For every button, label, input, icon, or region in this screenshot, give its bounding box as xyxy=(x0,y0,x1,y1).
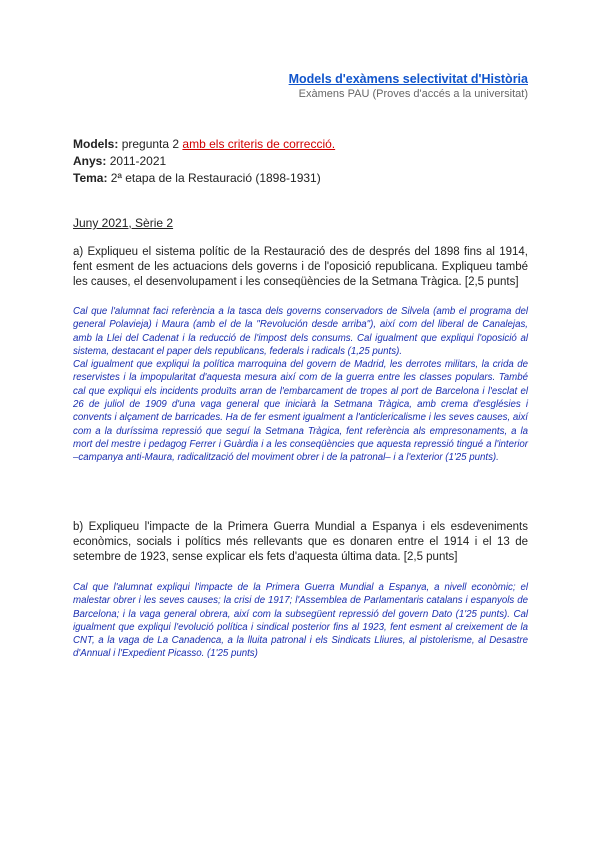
session-heading: Juny 2021, Sèrie 2 xyxy=(73,216,174,230)
header-title-link[interactable]: Models d'exàmens selectivitat d'Història xyxy=(288,72,528,86)
topic-value: 2ª etapa de la Restauració (1898-1931) xyxy=(110,171,321,185)
years-line xyxy=(73,153,335,170)
criteria-a-paragraph-1: Cal que l'alumnat faci referència a la tasca dels governs conservadors de Silvela (amb el programa del general Polavieja) i Maura (amb el de la "Revolución desde arriba"), així com del liberal de Canalejas, amb la Llei del Cadenat i la reducció de l'impost dels consums. Cal igualment que expliqui l'oposició al sistema, destacant el paper dels republicans, federals i radicals (1,25 punts). xyxy=(73,306,528,357)
models-text: pregunta 2 xyxy=(121,137,180,151)
criteria-link[interactable]: amb els criteris de correcció. xyxy=(182,137,336,151)
header-subtitle: Exàmens PAU (Proves d'accés a la universitat) xyxy=(298,88,528,100)
meta-block xyxy=(73,136,335,187)
years-value: 2011-2021 xyxy=(109,154,167,168)
topic-line xyxy=(73,170,335,187)
question-b-criteria xyxy=(73,581,528,661)
question-a-text: a) Expliqueu el sistema polític de la Restauració des de després del 1898 fins al 1914, fent esment de les actuacions dels governs i de l'oposició republicana. Expliqueu també les causes, el desenvolupament i les conseqüències de la Setmana Tràgica. [2,5 punts] xyxy=(73,246,528,289)
question-b-text: b) Expliqueu l'impacte de la Primera Guerra Mundial a Espanya i els esdeveniments econòmics, socials i polítics més rellevants que es donaren entre el 1914 i el 13 de setembre de 1923, sense explicar els fets d'aquesta última data. [2,5 punts] xyxy=(73,521,528,564)
models-line xyxy=(73,136,335,153)
criteria-a-paragraph-2: Cal igualment que expliqui la política marroquina del govern de Madrid, les derrotes militars, la crida de reservistes i la impopularitat d'aquesta mesura així com de la guerra entre les classes populars. També cal que expliqui els incidents produïts arran de l'embarcament de tropes al port de Barcelona i l'esclat el 26 de juliol de 1909 d'una vaga general que iniciarà la Setmana Tràgica, amb crema d'esglésies i convents i alçament de barricades. Ha de fer esment igualment a l'anticlericalisme i les seves causes, així com a la duríssima repressió que seguí la Setmana Tràgica, fent referència als empresonaments, a la mort del mestre i pedagog Ferrer i Guàrdia i a les conseqüències que aquesta repressió tingué a l'interior –campanya anti-Maura, radicalització del moviment obrer i de la patronal– i a l'exterior (1'25 punts). xyxy=(73,359,528,464)
question-a-criteria xyxy=(73,305,528,465)
criteria-b-paragraph: Cal que l'alumnat expliqui l'impacte de la Primera Guerra Mundial a Espanya, a nivell econòmic; el malestar obrer i les seves causes; la crisi de 1917; l'Assemblea de Parlamentaris catalans i espanyols de Barcelona; i la vaga general obrera, així com la subsegüent repressió del govern Dato (1'25 punts). Cal igualment que expliqui l'evolució política i sindical posterior fins al 1923, fent esment al creixement de la CNT, a la vaga de La Canadenca, a la lluita patronal i els Sindicats Lliures, al pistolerisme, al Desastre d'Annual i l'Expedient Picasso. (1'25 punts) xyxy=(73,582,528,660)
years-label: Anys: xyxy=(73,154,107,168)
document-header xyxy=(289,71,528,102)
topic-label: Tema: xyxy=(73,171,108,185)
models-label: Models: xyxy=(73,137,119,151)
